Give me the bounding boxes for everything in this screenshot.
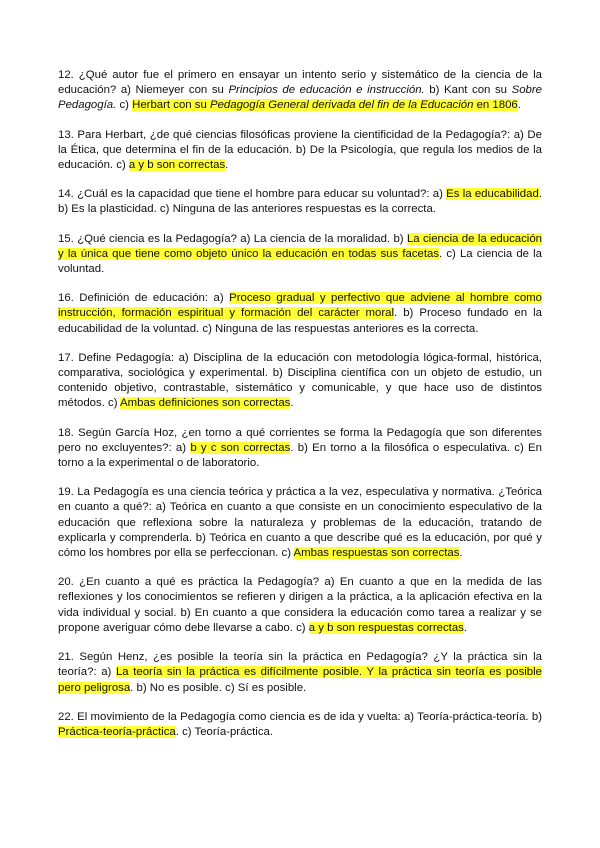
question-paragraph bbox=[58, 291, 542, 337]
question-paragraph bbox=[58, 650, 542, 696]
question-text: 17. Define Pedagogía: a) Disciplina de la educación con metodología lógica-formal, histórica, comparativa, sociológica y experimental. b) Disciplina científica con un objeto de estudio, un contenido objetivo, contrastable, sistemático y comunicable, y que hace uso de distintos métodos. c) bbox=[58, 351, 542, 410]
question-text: . bbox=[290, 397, 294, 410]
question-text: 19. La Pedagogía es una ciencia teórica y práctica a la vez, especulativa y normativa. ¿Teórica en cuanto a qué?: a) Teórica en cuanto a que consiste en un conocimiento especulativo de la educación que reflexiona sobre la naturaleza y problemas de la educación, tratando de explicarla y comprenderla. b) Teórica en cuanto a que describe qué es la educación, por qué y cómo los hombres por ella se perfeccionan. c) bbox=[58, 486, 542, 560]
highlighted-answer: Pedagogía General derivada del fin de la Educación bbox=[209, 99, 474, 112]
question-text: 20. ¿En cuanto a qué es práctica la Pedagogía? a) En cuanto a que en la medida de las reflexiones y los conocimientos se refieren y dirigen a la práctica, a la aplicación efectiva en la vida individual y social. b) En cuanto a que considera la educación como tarea a realizar y se propone averiguar cómo debe llevarse a cabo. c) bbox=[58, 576, 542, 634]
highlighted-answer: Ambas definiciones son correctas bbox=[120, 397, 291, 410]
question-text: . c) Teoría-práctica. bbox=[175, 725, 274, 738]
highlighted-answer: Ambas respuestas son correctas bbox=[293, 547, 460, 560]
question-paragraph bbox=[58, 575, 542, 636]
highlighted-answer: Herbart con su bbox=[132, 99, 210, 112]
highlighted-answer: a y b son correctas bbox=[128, 159, 226, 172]
question-paragraph bbox=[58, 232, 542, 278]
question-text: 18. Según García Hoz, ¿en torno a qué corrientes se forma la Pedagogía que son diferentes pero no excluyentes?: a) bbox=[58, 426, 542, 454]
question-text: 22. El movimiento de la Pedagogía como ciencia es de ida y vuelta: a) Teoría-práctica-teoría. b) bbox=[58, 710, 542, 723]
question-paragraph bbox=[58, 128, 542, 174]
question-paragraph bbox=[58, 485, 542, 561]
question-text: Principios de educación e instrucción. bbox=[228, 84, 425, 97]
question-text: . bbox=[225, 159, 229, 172]
question-text: . b) En torno a la filosófica o especulativa. c) En torno a la experimental o de laboratorio. bbox=[58, 441, 542, 470]
highlighted-answer: a y b son respuestas correctas bbox=[308, 621, 464, 634]
highlighted-answer: La ciencia de la educación y la única que tiene como objeto único la educación en todas sus facetas bbox=[58, 232, 542, 260]
question-paragraph bbox=[58, 187, 542, 217]
question-text: 14. ¿Cuál es la capacidad que tiene el hombre para educar su voluntad?: a) bbox=[58, 188, 447, 201]
question-text: . b) Es la plasticidad. c) Ninguna de las anteriores respuestas es la correcta. bbox=[58, 188, 542, 216]
question-paragraph bbox=[58, 68, 542, 114]
question-text: . bbox=[459, 547, 463, 560]
question-paragraph bbox=[58, 426, 542, 472]
question-text: 13. Para Herbart, ¿de qué ciencias filosóficas proviene la cientificidad de la Pedagogía?: a) De la Ética, que determina el fin de la educación. b) De la Psicología, que regula los medios de la educación. c) bbox=[58, 128, 542, 172]
highlighted-answer: Proceso gradual y perfectivo que adviene al hombre como instrucción, formación espiritual y formación del carácter moral bbox=[58, 292, 542, 320]
question-text: . bbox=[463, 621, 468, 634]
question-text: b) Kant con su bbox=[424, 84, 512, 97]
question-text: . b) No es posible. c) Sí es posible. bbox=[130, 681, 307, 694]
question-text: 16. Definición de educación: a) bbox=[58, 292, 230, 305]
question-text: 15. ¿Qué ciencia es la Pedagogía? a) La ciencia de la moralidad. b) bbox=[58, 232, 407, 245]
highlighted-answer: Es la educabilidad bbox=[446, 188, 539, 201]
document-page bbox=[58, 68, 542, 754]
question-text: . b) Proceso fundado en la educabilidad de la voluntad. c) Ninguna de las respuestas anteriores es la correcta. bbox=[58, 307, 542, 335]
question-paragraph bbox=[58, 351, 542, 412]
question-text: c) bbox=[116, 99, 133, 112]
question-text: 12. ¿Qué autor fue el primero en ensayar un intento serio y sistemático de la ciencia de la educación? a) Niemeyer con su bbox=[58, 69, 542, 97]
highlighted-answer: en 1806 bbox=[473, 99, 518, 112]
question-text: . bbox=[517, 99, 521, 112]
highlighted-answer: La teoría sin la práctica es difícilmente posible. Y la práctica sin teoría es posible pero peligrosa bbox=[58, 666, 542, 694]
question-text: 21. Según Henz, ¿es posible la teoría sin la práctica en Pedagogía? ¿Y la práctica sin la teoría?: a) bbox=[58, 651, 542, 679]
question-paragraph bbox=[58, 710, 542, 740]
question-text: Sobre Pedagogía. bbox=[58, 84, 542, 112]
highlighted-answer: b y c son correctas bbox=[190, 441, 291, 454]
question-text: . c) La ciencia de la voluntad. bbox=[58, 247, 542, 276]
highlighted-answer: Práctica-teoría-práctica bbox=[58, 725, 176, 738]
